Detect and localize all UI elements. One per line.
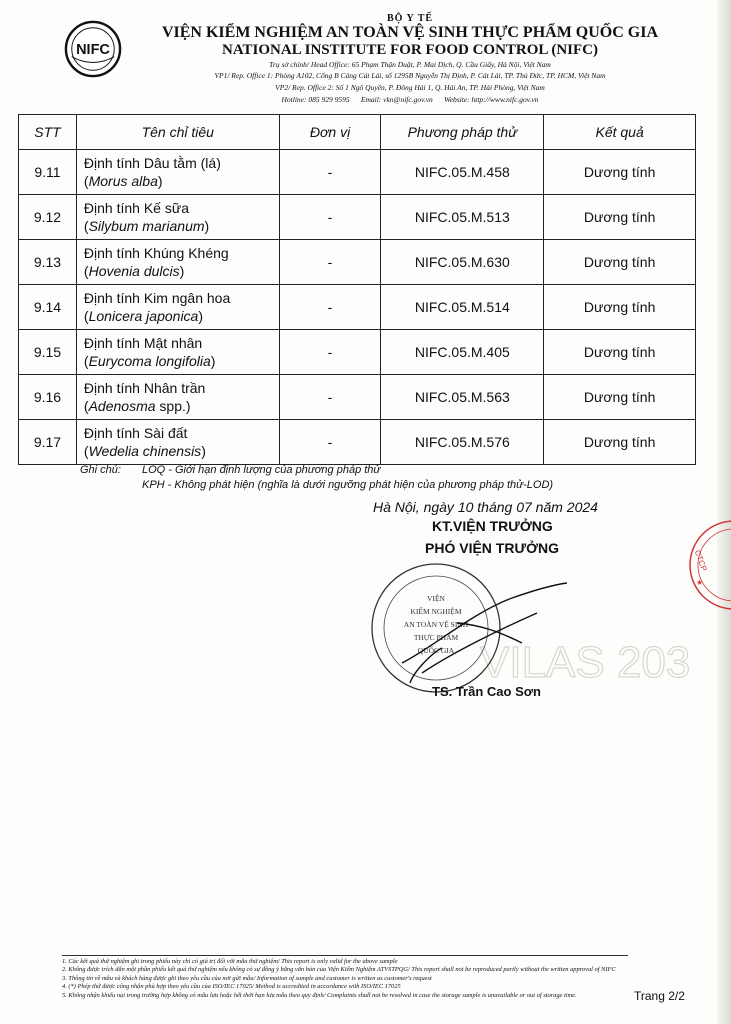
cell-stt: 9.17: [19, 420, 77, 465]
institute-name-vn: VIỆN KIỂM NGHIỆM AN TOÀN VỆ SINH THỰC PHẨM QUỐC GIA: [161, 24, 659, 41]
hotline: Hotline: 085 929 9595: [281, 95, 350, 104]
page-edge-shadow: [717, 0, 731, 1024]
cell-name: Định tính Nhân trần (Adenosma spp.): [76, 375, 279, 420]
test-name: Định tính Kế sữa: [83, 200, 190, 216]
svg-text:VIỆNKIỂM NGHIỆMAN TOÀN VỆ SINH: [404, 593, 469, 655]
header-name: Tên chỉ tiêu: [76, 115, 279, 150]
ministry-name: BỘ Y TẾ: [386, 13, 434, 24]
table-row: [19, 240, 696, 285]
cell-method: NIFC.05.M.514: [381, 285, 544, 330]
cell-unit: -: [279, 240, 381, 285]
footer-note: 4. (*) Phép thử được công nhận phù hợp theo yêu cầu của ISO/IEC 17025/ Method is accredited in accordance with ISO/IEC 17025: [62, 983, 401, 991]
red-stamp-text: CTCP: [692, 548, 709, 573]
cell-name: Định tính Mật nhân (Eurycoma longifolia): [76, 330, 279, 375]
test-name: Định tính Nhân trần: [83, 380, 206, 396]
header-result: Kết quả: [544, 115, 696, 150]
cell-method: NIFC.05.M.630: [381, 240, 544, 285]
scientific-name: Hovenia dulcis: [88, 263, 180, 279]
scientific-name: Lonicera japonica: [88, 308, 199, 324]
cell-stt: 9.12: [19, 195, 77, 240]
head-office-address: Trụ sở chính/ Head Office: 65 Phạm Thận Duật, P. Mai Dịch, Q. Cầu Giấy, Hà Nội, Việt Nam: [269, 60, 551, 69]
table-row: [19, 150, 696, 195]
cell-method: NIFC.05.M.576: [381, 420, 544, 465]
scientific-suffix: ): [210, 353, 216, 369]
rep-office-2-address: VP2/ Rep. Office 2: Số 1 Ngô Quyền, P. Đông Hải 1, Q. Hải An, TP. Hải Phòng, Việt Nam: [275, 83, 545, 92]
cell-result: Dương tính: [544, 240, 696, 285]
scientific-name: Silybum marianum: [88, 218, 205, 234]
stamp-text-line: VIỆN: [427, 594, 445, 603]
cell-name: Định tính Khúng Khéng (Hovenia dulcis): [76, 240, 279, 285]
stamp-text-line: AN TOÀN VỆ SINH: [403, 620, 469, 629]
header-method: Phương pháp thử: [381, 115, 544, 150]
cell-unit: -: [279, 195, 381, 240]
signer-name: TS. Trần Cao Sơn: [432, 684, 541, 699]
cell-name: Định tính Kế sữa (Silybum marianum): [76, 195, 279, 240]
position-title-1: KT.VIỆN TRƯỞNG: [432, 518, 553, 534]
footer-notes: [62, 958, 637, 1000]
stamp-text-line: QUỐC GIA: [417, 646, 455, 655]
cell-result: Dương tính: [544, 420, 696, 465]
notes-label: Ghi chú:: [80, 464, 121, 476]
place-date: Hà Nội, ngày 10 tháng 07 năm 2024: [373, 499, 598, 515]
cell-method: NIFC.05.M.405: [381, 330, 544, 375]
cell-unit: -: [279, 375, 381, 420]
table-row: [19, 420, 696, 465]
cell-stt: 9.13: [19, 240, 77, 285]
cell-result: Dương tính: [544, 195, 696, 240]
svg-text:★: ★: [696, 578, 704, 587]
cell-stt: 9.15: [19, 330, 77, 375]
scientific-suffix: ): [157, 173, 163, 189]
test-name: Định tính Sài đất: [83, 425, 188, 441]
cell-method: NIFC.05.M.513: [381, 195, 544, 240]
cell-stt: 9.11: [19, 150, 77, 195]
footer-note: 1. Các kết quả thử nghiệm ghi trong phiếu này chỉ có giá trị đối với mẫu thử nghiệm/ This report is only valid for the above sample: [62, 958, 398, 965]
test-name: Định tính Kim ngân hoa: [83, 290, 231, 306]
header-stt: STT: [19, 115, 77, 150]
table-row: [19, 330, 696, 375]
scientific-name: Adenosma: [88, 398, 156, 414]
stamp-text-line: KIỂM NGHIỆM: [410, 607, 462, 616]
cell-result: Dương tính: [544, 375, 696, 420]
cell-stt: 9.14: [19, 285, 77, 330]
footer-note: 3. Thông tin về mẫu và khách hàng được ghi theo yêu cầu của nơi gửi mẫu/ Information of sample and customer is written as customer's request: [62, 974, 432, 982]
watermark-text: VILAS 203: [480, 638, 691, 687]
email: Email: vkn@nifc.gov.vn: [360, 95, 433, 104]
cell-unit: -: [279, 420, 381, 465]
cell-unit: -: [279, 150, 381, 195]
cell-method: NIFC.05.M.458: [381, 150, 544, 195]
table-row: [19, 375, 696, 420]
footer-note: 2. Không được trích dẫn một phần phiếu kết quả thử nghiệm nếu không có sự đồng ý bằng văn bản của Viện Kiểm Nghiệm ATVSTPQG/ This report shall not be reproduced partly without the written approval of NIFC: [62, 966, 616, 974]
red-stamp-fragment: [672, 515, 731, 615]
cell-method: NIFC.05.M.563: [381, 375, 544, 420]
scientific-name: Wedelia chinensis: [88, 443, 202, 459]
official-stamp: [362, 553, 572, 703]
rep-office-1-address: VP1/ Rep. Office 1: Phòng A102, Cổng B Cảng Cát Lái, số 1295B Nguyễn Thị Định, P. Cát Lái, TP. Thủ Đức, TP. HCM, Việt Nam: [214, 71, 606, 80]
scientific-suffix: ): [201, 443, 206, 459]
scientific-suffix: spp.): [155, 398, 191, 414]
position-title-2: PHÓ VIỆN TRƯỞNG: [425, 540, 560, 556]
cell-stt: 9.16: [19, 375, 77, 420]
test-name: Định tính Mật nhân: [83, 335, 203, 351]
cell-unit: -: [279, 330, 381, 375]
website: Website: http://www.nifc.gov.vn: [444, 95, 539, 104]
note-kph: KPH - Không phát hiện (nghĩa là dưới ngưỡng phát hiện của phương pháp thử-LOD): [142, 479, 554, 491]
cell-name: Định tính Sài đất (Wedelia chinensis): [76, 420, 279, 465]
cell-unit: -: [279, 285, 381, 330]
scientific-name: Morus alba: [88, 173, 158, 189]
notes: [80, 463, 553, 493]
cell-name: Định tính Kim ngân hoa (Lonicera japonica): [76, 285, 279, 330]
logo-text: NIFC: [76, 41, 110, 58]
header-unit: Đơn vị: [279, 115, 381, 150]
nifc-logo: [64, 20, 122, 78]
scientific-suffix: ): [204, 218, 210, 234]
scientific-name: Eurycoma longifolia: [88, 353, 211, 369]
test-name: Định tính Dâu tằm (lá): [83, 155, 221, 171]
test-name: Định tính Khúng Khéng: [83, 245, 229, 261]
cell-result: Dương tính: [544, 285, 696, 330]
cell-result: Dương tính: [544, 330, 696, 375]
cell-name: Định tính Dâu tằm (lá) (Morus alba): [76, 150, 279, 195]
table-row: [19, 285, 696, 330]
scientific-suffix: ): [179, 263, 185, 279]
table-header-row: [19, 115, 696, 150]
results-table: [18, 114, 696, 465]
table-row: [19, 195, 696, 240]
page-number: Trang 2/2: [634, 989, 685, 1003]
footer-note: 5. Không nhận khiếu nại trong trường hợp không có mẫu lưu hoặc hết thời hạn lưu mẫu theo quy định/ Complaints shall not be resolved in case the storage sample is unavailable or out of storage time.: [62, 991, 577, 999]
footer-divider: [62, 955, 628, 956]
scientific-suffix: ): [198, 308, 204, 324]
cell-result: Dương tính: [544, 150, 696, 195]
institute-name-en: NATIONAL INSTITUTE FOR FOOD CONTROL (NIFC): [221, 42, 599, 58]
note-loq: LOQ - Giới hạn định lượng của phương pháp thử: [142, 464, 381, 476]
contact-line: [120, 95, 700, 104]
stamp-text-line: THỰC PHẨM: [413, 633, 459, 642]
